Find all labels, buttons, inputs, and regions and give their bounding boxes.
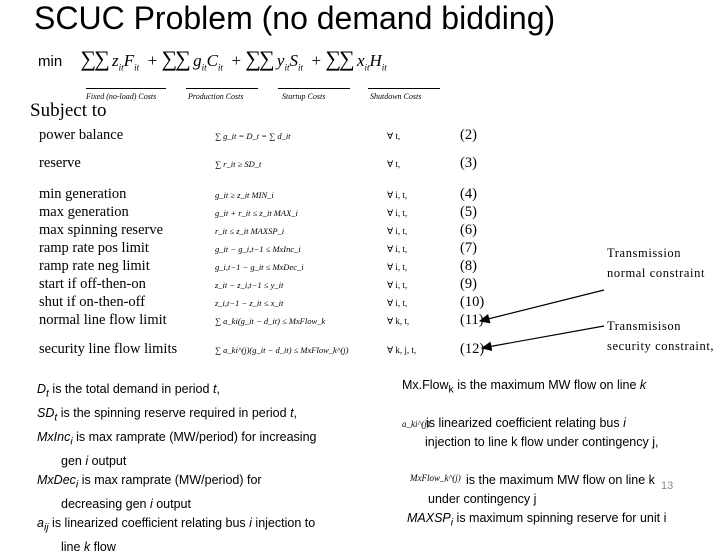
objective-term-h: H — [369, 51, 382, 70]
note-mxdec-continued: decreasing gen i output — [61, 497, 191, 512]
note-demand: $D_t$ is the total demand in period t, — [37, 382, 220, 400]
constraint-expression: z_it − z_i,t−1 ≤ y_it — [215, 280, 284, 290]
constraint-label: reserve — [39, 155, 81, 171]
note-spinning-reserve: $SD_t$ is the spinning reserve required in period t, — [37, 405, 298, 424]
equation-number: (6) — [460, 222, 477, 238]
double-sum-symbol: ∑∑ — [161, 46, 189, 71]
page-number: 13 — [661, 480, 674, 492]
equation-number: (2) — [460, 127, 477, 143]
note-mxinc-continued: gen i output — [61, 453, 127, 468]
constraint-expression: ∑ a_ki^(j)(g_it − d_it) ≤ MxFlow_k^(j) — [215, 345, 349, 355]
constraint-expression: z_i,t−1 − z_it ≤ x_it — [215, 298, 284, 308]
note-mxinc: MxInc$_i$ is max ramprate (MW/period) for increasing — [37, 429, 317, 448]
equation-number: (12) — [460, 341, 485, 357]
constraint-expression: g_it − g_i,t−1 ≤ MxInc_i — [215, 244, 301, 254]
double-sum-symbol: ∑∑ — [80, 46, 108, 71]
objective-term-s: S — [289, 51, 298, 70]
constraint-expression: ∑ r_it ≥ SD_t — [215, 159, 262, 169]
constraint-domain: ∀ i, t, — [387, 208, 408, 218]
equation-number: (9) — [460, 276, 477, 292]
shutdown-cost-label: Shutdown Costs — [370, 92, 422, 101]
equation-number: (8) — [460, 258, 477, 274]
note-mxflowj: is the maximum MW flow on line k — [466, 473, 655, 487]
constraint-label: security line flow limits — [39, 341, 178, 357]
constraint-label: start if off-then-on — [39, 276, 146, 292]
slide-title: SCUC Problem (no demand bidding) — [34, 0, 556, 36]
constraint-domain: ∀ t, — [387, 131, 401, 141]
constraint-label: shut if on-then-off — [39, 294, 146, 310]
double-sum-symbol: ∑∑ — [245, 46, 273, 71]
startup-cost-label: Startup Costs — [282, 92, 326, 101]
akij-symbol: a_ki^(j) — [402, 419, 430, 429]
production-cost-label: Production Costs — [188, 92, 244, 101]
objective-term-f: F — [123, 51, 135, 70]
constraint-expression: r_it ≤ z_it MAXSP_i — [215, 226, 285, 236]
constraint-label: min generation — [39, 186, 127, 202]
constraint-domain: ∀ i, t, — [387, 280, 408, 290]
objective-function: min ∑∑ $z_{it}F_{it}$ + ∑∑ $g_{it}C_{it}$ + ∑∑ $y_{it}S_{it}$ + ∑∑ $x_{it}H_{it}$ — [38, 46, 387, 73]
note-akij: is linearized coefficient relating bus i — [426, 416, 626, 430]
note-aij-continued: line k flow — [61, 540, 116, 555]
constraint-expression: g_it + r_it ≤ z_it MAX_i — [215, 208, 298, 218]
note-akij-continued: injection to line k flow under contingency j, — [425, 435, 659, 449]
objective-term-x: x — [356, 51, 365, 70]
arrow-to-constraint-11 — [480, 290, 604, 321]
constraint-label: ramp rate pos limit — [39, 240, 149, 256]
constraint-expression: ∑ a_ki(g_it − d_it) ≤ MxFlow_k — [215, 316, 326, 326]
equation-number: (3) — [460, 155, 477, 171]
transmission-normal-annotation: Transmission normal constraint — [607, 246, 706, 280]
objective-term-z: z — [112, 51, 119, 70]
subject-to-heading: Subject to — [30, 100, 107, 121]
constraint-label: max generation — [39, 204, 129, 220]
equation-number: (11) — [460, 312, 484, 328]
constraint-label: normal line flow limit — [39, 312, 167, 328]
constraint-domain: ∀ t, — [387, 159, 401, 169]
constraint-label: max spinning reserve — [39, 222, 164, 238]
constraint-expression: ∑ g_it = D_t = ∑ d_it — [215, 131, 291, 141]
note-mxflowj-continued: under contingency j — [428, 492, 537, 506]
equation-number: (5) — [460, 204, 477, 220]
constraint-domain: ∀ k, t, — [387, 316, 410, 326]
objective-term-y: y — [276, 51, 285, 70]
equation-number: (7) — [460, 240, 477, 256]
notes-left — [37, 380, 316, 558]
constraint-domain: ∀ i, t, — [387, 190, 408, 200]
fixed-cost-label: Fixed (no-load) Costs — [86, 92, 157, 101]
constraint-label: ramp rate neg limit — [39, 258, 150, 274]
objective-term-g: g — [193, 51, 202, 70]
arrow-to-constraint-12 — [482, 326, 604, 348]
mxflowj-symbol: MxFlow_k^(j) — [410, 473, 461, 483]
note-aij: $a_{ij}$ is linearized coefficient relating bus i injection to — [37, 516, 316, 534]
min-label: min — [38, 53, 63, 70]
constraint-domain: ∀ k, j, t, — [387, 345, 417, 355]
objective-term-c: C — [206, 51, 218, 70]
note-maxsp: $MAXSP_i$ is maximum spinning reserve for unit i — [407, 511, 667, 529]
constraint-label: power balance — [39, 127, 124, 143]
equation-number: (10) — [460, 294, 485, 310]
constraint-domain: ∀ i, t, — [387, 226, 408, 236]
constraint-domain: ∀ i, t, — [387, 298, 408, 308]
constraint-domain: ∀ i, t, — [387, 262, 408, 272]
note-mxdec: MxDec$_i$ is max ramprate (MW/period) for — [37, 473, 262, 491]
equation-number: (4) — [460, 186, 477, 202]
constraint-domain: ∀ i, t, — [387, 244, 408, 254]
constraint-expression: g_it ≥ z_it MIN_i — [215, 190, 274, 200]
note-mxflow: Mx.Flow$_k$ is the maximum MW flow on line k — [402, 378, 647, 396]
double-sum-symbol: ∑∑ — [325, 46, 353, 71]
constraint-expression: g_i,t−1 − g_it ≤ MxDec_i — [215, 262, 304, 272]
transmission-security-annotation: Transmisison security constraint, — [607, 319, 715, 353]
